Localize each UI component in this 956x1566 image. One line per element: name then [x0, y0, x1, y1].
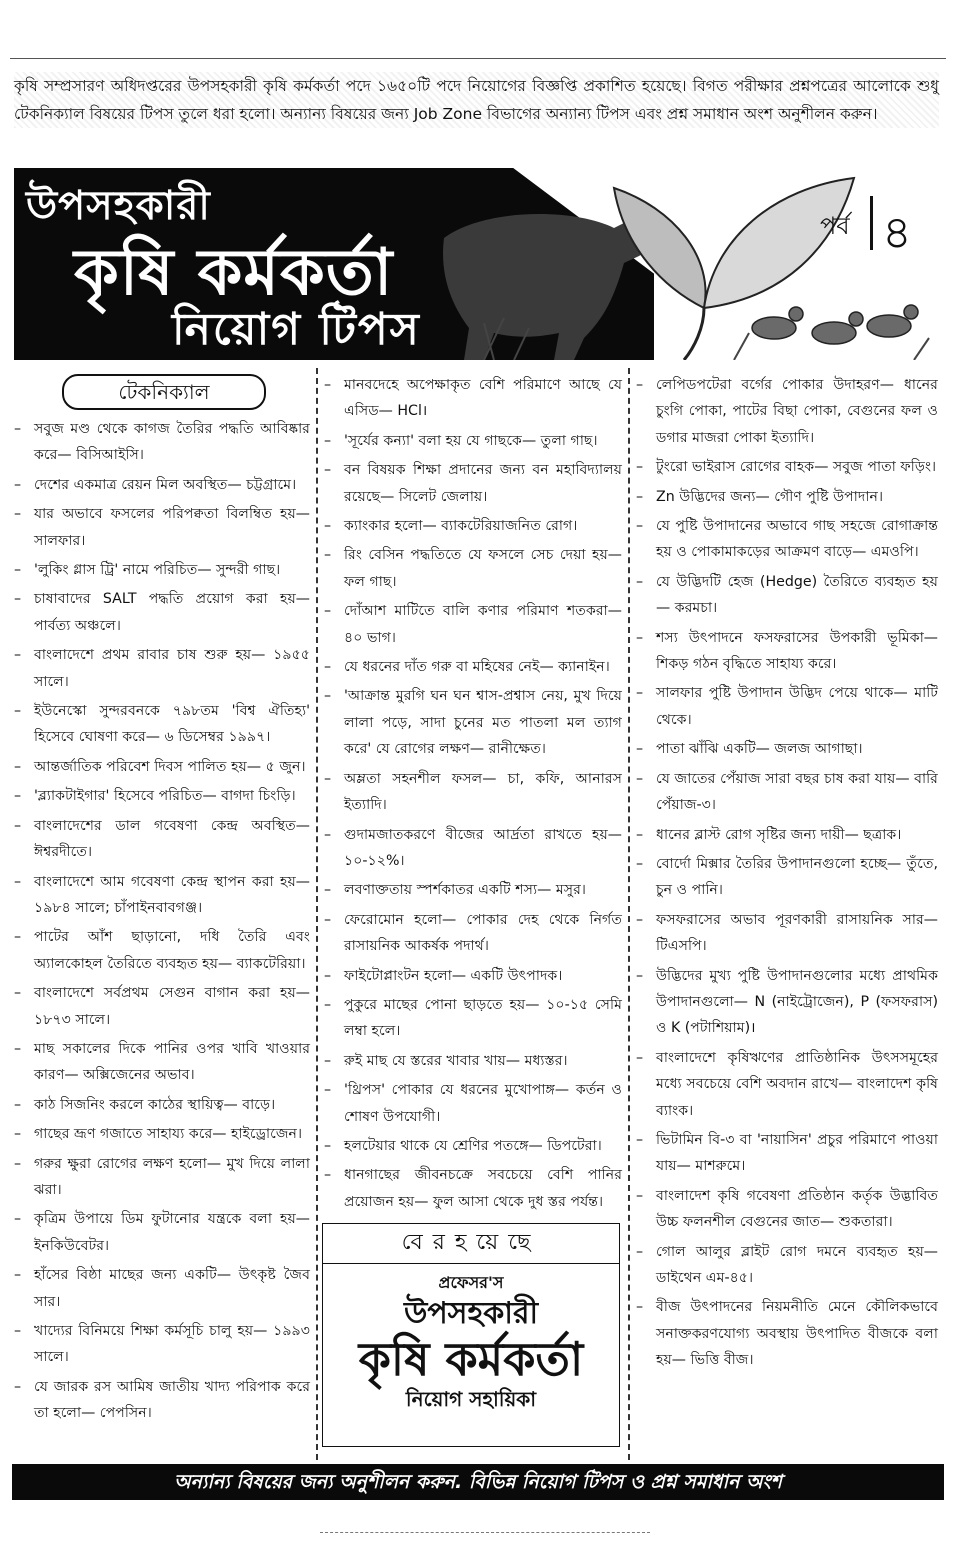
list-item: – লবণাক্ততায় স্পর্শকাতর একটি শস্য— মসুর। — [322, 877, 622, 903]
list-item: – রুই মাছ যে স্তরের খাবার খায়— মধ্যস্তর। — [322, 1048, 622, 1074]
list-item: – সবুজ মণ্ড থেকে কাগজ তৈরির পদ্ধতি আবিষ্কার করে— বিসিআইসি। — [12, 416, 310, 469]
list-item: – মানবদেহে অপেক্ষাকৃত বেশি পরিমাণে আছে যে এসিড— HCl। — [322, 372, 622, 425]
list-item: – চাষাবাদের SALT পদ্ধতি প্রয়োগ করা হয়— পার্বত্য অঞ্চলে। — [12, 586, 310, 639]
list-item: – Zn উদ্ভিদের জন্য— গৌণ পুষ্টি উপাদান। — [634, 484, 938, 510]
list-item: – টুংরো ভাইরাস রোগের বাহক— সবুজ পাতা ফড়িং। — [634, 454, 938, 480]
list-item: – যে পুষ্টি উপাদানের অভাবে গাছ সহজে রোগাক্রান্ত হয় ও পোকামাকড়ের আক্রমণ বাড়ে— এমওপি। — [634, 513, 938, 566]
list-item: – বাংলাদেশ কৃষি গবেষণা প্রতিষ্ঠান কর্তৃক উদ্ভাবিত উচ্চ ফলনশীল বেগুনের জাত— শুকতারা। — [634, 1183, 938, 1236]
list-item: – যে জারক রস আমিষ জাতীয় খাদ্য পরিপাক করে তা হলো— পেপসিন। — [12, 1374, 310, 1427]
part-number: ৪ — [882, 205, 912, 259]
tips-list-2 — [322, 372, 622, 1215]
list-item: – 'সূর্যের কন্যা' বলা হয় যে গাছকে— তুলা গাছ। — [322, 428, 622, 454]
list-item: – পাতা ঝাঁঝি একটি— জলজ আগাছা। — [634, 736, 938, 762]
banner-title-line2: কৃষি কর্মকর্তা — [74, 236, 394, 310]
ad-title-line3: নিয়োগ সহায়িকা — [405, 1387, 537, 1411]
list-item: – রিং বেসিন পদ্ধতিতে যে ফসলে সেচ দেয়া হয়— ফল গাছ। — [322, 542, 622, 595]
intro-text: কৃষি সম্প্রসারণ অধিদপ্তরের উপসহকারী কৃষি কর্মকর্তা পদে ১৬৫০টি পদে নিয়োগের বিজ্ঞপ্তি প্রকাশিত হয়েছে। বিগত পরীক্ষার প্রশ্নপত্রের আলোকে শুধু টেকনিক্যাল বিষয়ের টিপস তুলে ধরা হলো। অন্যান্য বিষয়ের জন্য Job Zone বিভাগের অন্যান্য টিপস এবং প্রশ্ন সমাধান অংশ অনুশীলন করুন। — [14, 77, 939, 123]
list-item: – গাছের ভ্রূণ গজাতে সাহায্য করে— হাইড্রোজেন। — [12, 1121, 310, 1147]
list-item: – 'আক্রান্ত মুরগি ঘন ঘন শ্বাস-প্রশ্বাস নেয়, মুখ দিয়ে লালা পড়ে, সাদা চুনের মত পাতলা মল ত্যাগ করে' যে রোগের লক্ষণ— রানীক্ষেত। — [322, 683, 622, 762]
top-rule — [10, 58, 946, 59]
list-item: – যার অভাবে ফসলের পরিপক্বতা বিলম্বিত হয়— সালফার। — [12, 501, 310, 554]
ad-title-line2: কৃষি কর্মকর্তা — [358, 1332, 584, 1386]
section-label-technical: টেকনিক্যাল — [62, 374, 266, 410]
list-item: – 'থ্রিপস' পোকার যে ধরনের মুখোপাঙ্গ— কর্তন ও শোষণ উপযোগী। — [322, 1077, 622, 1130]
list-item: – ধানগাছের জীবনচক্রে সবচেয়ে বেশি পানির প্রয়োজন হয়— ফুল আসা থেকে দুধ স্তর পর্যন্ত। — [322, 1162, 622, 1215]
list-item: – ক্যাংকার হলো— ব্যাকটেরিয়াজনিত রোগ। — [322, 513, 622, 539]
ad-published-label: বেরহয়েছে — [401, 1230, 541, 1256]
book-advertisement — [322, 1223, 620, 1447]
list-item: – যে জাতের পেঁয়াজ সারা বছর চাষ করা যায়— বারি পেঁয়াজ-৩। — [634, 766, 938, 819]
column-3 — [634, 372, 938, 1377]
list-item: – বোর্দো মিক্সার তৈরির উপাদানগুলো হচ্ছে— তুঁতে, চুন ও পানি। — [634, 851, 938, 904]
list-item: – যে উদ্ভিদটি হেজ (Hedge) তৈরিতে ব্যবহৃত হয়— করমচা। — [634, 569, 938, 622]
column-1 — [12, 372, 310, 1430]
title-banner — [14, 168, 946, 360]
list-item: – সালফার পুষ্টি উপাদান উদ্ভিদ পেয়ে থাকে— মাটি থেকে। — [634, 680, 938, 733]
list-item: – দেশের একমাত্র রেয়ন মিল অবস্থিত— চট্টগ্রামে। — [12, 472, 310, 498]
list-item: – ভিটামিন বি-৩ বা 'নায়াসিন' প্রচুর পরিমাণে পাওয়া যায়— মাশরুমে। — [634, 1127, 938, 1180]
list-item: – কাঠ সিজনিং করলে কাঠের স্থায়িত্ব— বাড়ে। — [12, 1092, 310, 1118]
tips-list-1 — [12, 416, 310, 1427]
ad-publisher: প্রফেসর'স — [438, 1272, 504, 1292]
list-item: – ইউনেস্কো সুন্দরবনকে ৭৯৮তম 'বিশ্ব ঐতিহ্য' হিসেবে ঘোষণা করে— ৬ ডিসেম্বর ১৯৯৭। — [12, 698, 310, 751]
list-item: – দোঁআশ মাটিতে বালি কণার পরিমাণ শতকরা— ৪০ ভাগ। — [322, 598, 622, 651]
tips-list-3 — [634, 372, 938, 1374]
list-item: – 'ব্ল্যাকটাইগার' হিসেবে পরিচিত— বাগদা চিংড়ি। — [12, 783, 310, 809]
list-item: – কৃত্রিম উপায়ে ডিম ফুটানোর যন্ত্রকে বলা হয়— ইনকিউবেটর। — [12, 1206, 310, 1259]
list-item: – হাঁসের বিষ্ঠা মাছের জন্য একটি— উৎকৃষ্ট জৈব সার। — [12, 1262, 310, 1315]
list-item: – গুদামজাতকরণে বীজের আর্দ্রতা রাখতে হয়— ১০-১২%। — [322, 822, 622, 875]
ad-title-line1: উপসহকারী — [403, 1296, 539, 1331]
cow-illustration — [443, 214, 650, 360]
list-item: – বাংলাদেশে আম গবেষণা কেন্দ্র স্থাপন করা হয়— ১৯৮৪ সালে; চাঁপাইনবাবগঞ্জ। — [12, 869, 310, 922]
list-item: – ফেরোমোন হলো— পোকার দেহ থেকে নির্গত রাসায়নিক আকর্ষক পদার্থ। — [322, 907, 622, 960]
column-divider-2 — [628, 368, 630, 1460]
list-item: – ধানের ব্লাস্ট রোগ সৃষ্টির জন্য দায়ী— ছত্রাক। — [634, 822, 938, 848]
list-item: – বাংলাদেশে সর্বপ্রথম সেগুন বাগান করা হয়— ১৮৭৩ সালে। — [12, 980, 310, 1033]
list-item: – লেপিডপটেরা বর্গের পোকার উদাহরণ— ধানের চুংগি পোকা, পাটের বিছা পোকা, বেগুনের ফল ও ডগার মাজরা পোকা ইত্যাদি। — [634, 372, 938, 451]
bottom-rule — [320, 1532, 650, 1533]
stem-illustration — [684, 308, 704, 360]
list-item: – অম্লতা সহনশীল ফসল— চা, কফি, আনারস ইত্যাদি। — [322, 766, 622, 819]
list-item: – আন্তর্জাতিক পরিবেশ দিবস পালিত হয়— ৫ জুন। — [12, 754, 310, 780]
ducks-illustration — [752, 305, 918, 344]
banner-title-line3: নিয়োগ টিপস — [172, 304, 421, 355]
list-item: – বাংলাদেশের ডাল গবেষণা কেন্দ্র অবস্থিত— ঈশ্বরদীতে। — [12, 813, 310, 866]
list-item: – গরুর ক্ষুরা রোগের লক্ষণ হলো— মুখ দিয়ে লালা ঝরা। — [12, 1151, 310, 1204]
list-item: – ফসফরাসের অভাব পূরণকারী রাসায়নিক সার— টিএসপি। — [634, 907, 938, 960]
list-item: – হলটেয়ার থাকে যে শ্রেণির পতঙ্গে— ডিপটেরা। — [322, 1133, 622, 1159]
footer-banner: অন্যান্য বিষয়ের জন্য অনুশীলন করুন. বিভিন্ন নিয়োগ টিপস ও প্রশ্ন সমাধান অংশ — [12, 1464, 944, 1500]
list-item: – 'লুকিং গ্লাস ট্রি' নামে পরিচিত— সুন্দরী গাছ। — [12, 557, 310, 583]
list-item: – বাংলাদেশে প্রথম রাবার চাষ শুরু হয়— ১৯৫৫ সালে। — [12, 642, 310, 695]
part-divider — [870, 196, 873, 250]
list-item: – শস্য উৎপাদনে ফসফরাসের উপকারী ভূমিকা— শিকড় গঠন বৃদ্ধিতে সাহায্য করে। — [634, 625, 938, 678]
part-label: পর্ব — [820, 212, 850, 240]
list-item: – মাছ সকালের দিকে পানির ওপর খাবি খাওয়ার কারণ— অক্সিজেনের অভাব। — [12, 1036, 310, 1089]
list-item: – গোল আলুর ব্লাইট রোগ দমনে ব্যবহৃত হয়— ডাইথেন এম-৪৫। — [634, 1239, 938, 1292]
list-item: – ফাইটোপ্লাংটন হলো— একটি উৎপাদক। — [322, 963, 622, 989]
column-2 — [322, 372, 622, 1447]
column-divider-1 — [316, 368, 318, 1460]
banner-title-line1: উপসহকারী — [26, 183, 211, 229]
intro-box — [14, 72, 939, 128]
list-item: – পুকুরে মাছের পোনা ছাড়তে হয়— ১০-১৫ সেমি লম্বা হলে। — [322, 992, 622, 1045]
list-item: – উদ্ভিদের মুখ্য পুষ্টি উপাদানগুলোর মধ্যে প্রাথমিক উপাদানগুলো— N (নাইট্রোজেন), P (ফসফরাস) ও K (পটাশিয়াম)। — [634, 963, 938, 1042]
list-item: – যে ধরনের দাঁত গরু বা মহিষের নেই— ক্যানাইন। — [322, 654, 622, 680]
list-item: – খাদ্যের বিনিময়ে শিক্ষা কর্মসূচি চালু হয়— ১৯৯৩ সালে। — [12, 1318, 310, 1371]
ad-divider — [323, 1263, 619, 1264]
list-item: – পাটের আঁশ ছাড়ানো, দধি তৈরি এবং অ্যালকোহল তৈরিতে ব্যবহৃত হয়— ব্যাকটেরিয়া। — [12, 924, 310, 977]
list-item: – বাংলাদেশে কৃষিঋণের প্রাতিষ্ঠানিক উৎসসমূহের মধ্যে সবচেয়ে বেশি অবদান রাখে— বাংলাদেশ কৃষি ব্যাংক। — [634, 1045, 938, 1124]
list-item: – বন বিষয়ক শিক্ষা প্রদানের জন্য বন মহাবিদ্যালয় রয়েছে— সিলেট জেলায়। — [322, 457, 622, 510]
list-item: – বীজ উৎপাদনের নিয়মনীতি মেনে কৌলিকভাবে সনাক্তকরণযোগ্য অবস্থায় উৎপাদিত বীজকে বলা হয়— ভিত্তি বীজ। — [634, 1294, 938, 1373]
